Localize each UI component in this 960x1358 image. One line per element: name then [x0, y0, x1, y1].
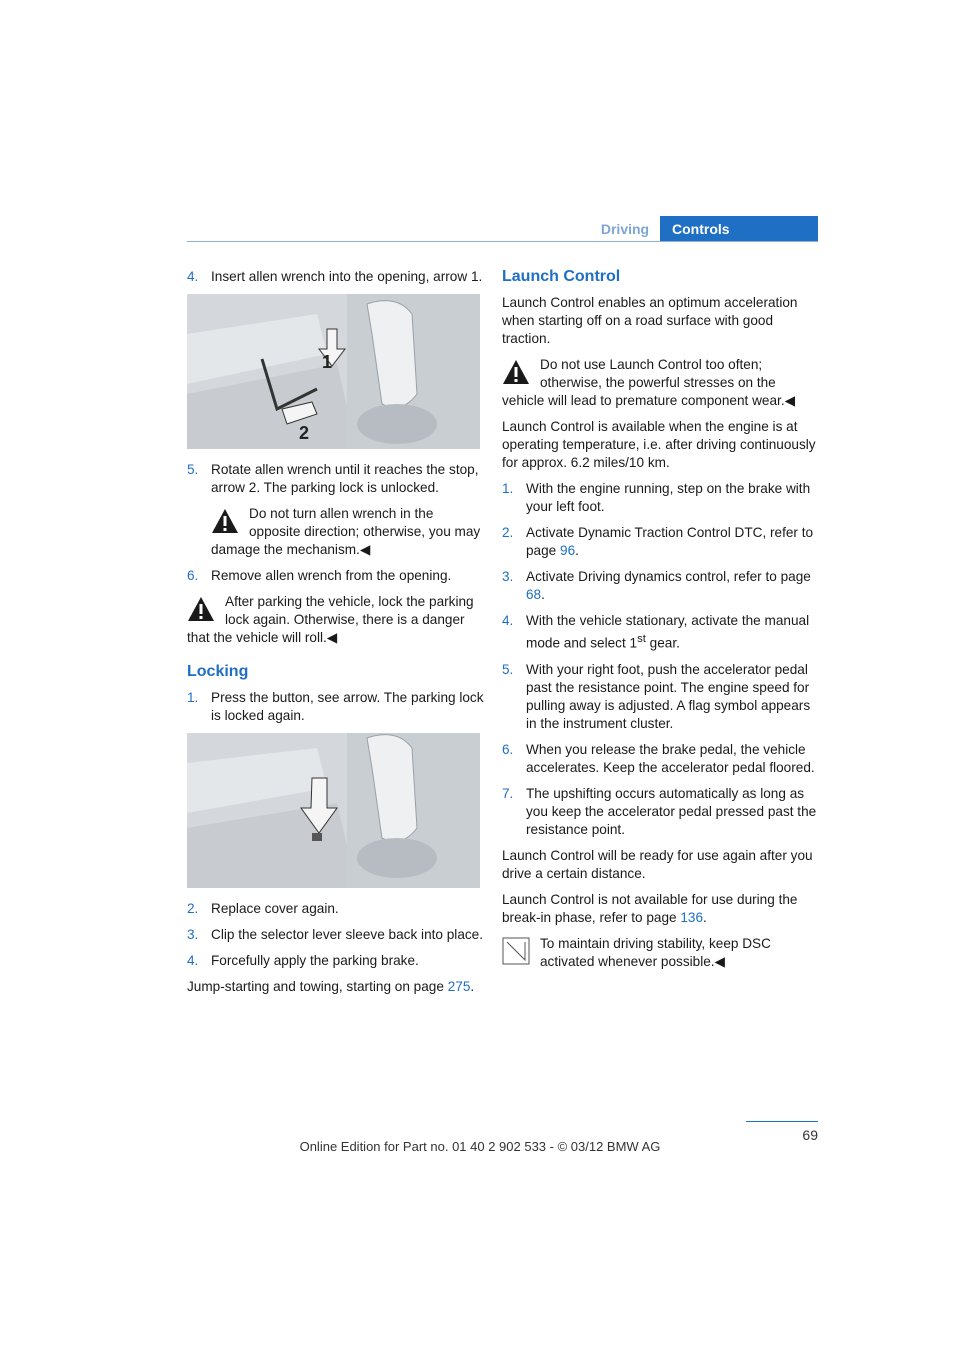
step-number: 5.	[502, 661, 514, 677]
jump-start-reference	[187, 978, 485, 996]
page-link-68[interactable]: 68	[526, 587, 542, 602]
edition-footer: Online Edition for Part no. 01 40 2 902 533 - © 03/12 BMW AG	[299, 1139, 661, 1154]
figure-drawing	[187, 294, 480, 449]
left-column	[187, 268, 485, 1004]
step-number: 2.	[187, 901, 199, 916]
warning-triangle-icon	[187, 595, 215, 623]
availability-paragraph: Launch Control is available when the engine is at operating temperature, i.e. after driving continuously for approx. 6.2 miles/10 km.	[502, 419, 816, 470]
step-text: Activate Driving dynamics control, refer to page	[526, 569, 811, 584]
ready-paragraph: Launch Control will be ready for use again after you drive a certain distance.	[502, 847, 813, 881]
step-number: 1.	[187, 690, 199, 705]
step-text-end: gear.	[645, 635, 680, 651]
step-number: 7.	[502, 785, 514, 801]
figure-allen-wrench	[187, 294, 480, 449]
step-number: 1.	[502, 481, 514, 496]
step-number: 6.	[187, 568, 199, 583]
footer-rule	[746, 1121, 818, 1122]
step-number: 3.	[502, 569, 514, 584]
step-text: Clip the selector lever sleeve back into place.	[211, 927, 484, 942]
warning-triangle-icon	[211, 507, 239, 535]
step-number: 5.	[187, 462, 199, 477]
figure-drawing	[187, 733, 480, 888]
launch-step-6	[502, 741, 818, 777]
step-text: Remove allen wrench from the opening.	[211, 568, 452, 583]
launch-step-7	[502, 785, 818, 839]
launch-step-3	[502, 568, 818, 604]
break-in-end: .	[703, 909, 707, 925]
step-text: The upshifting occurs automatically as long as you keep the accelerator pedal pressed past the resistance point.	[526, 785, 817, 837]
warning-triangle-icon	[502, 358, 530, 386]
warning-note-2	[187, 593, 485, 647]
reference-end: .	[470, 979, 475, 994]
launch-step-1	[502, 480, 818, 516]
launch-control-heading: Launch Control	[502, 268, 621, 285]
warning-text: After parking the vehicle, lock the parking lock again. Otherwise, there is a danger that the vehicle will roll.◀	[187, 594, 474, 645]
info-note-dsc	[502, 935, 818, 971]
ordinal-suffix: st	[637, 633, 646, 645]
reference-text: Jump-starting and towing, starting on page	[187, 979, 448, 994]
header-rule	[187, 241, 818, 242]
step-text: Press the button, see arrow. The parking lock is locked again.	[211, 690, 484, 723]
step-text: With the vehicle stationary, activate the manual mode and select 1	[526, 613, 810, 651]
step-number: 2.	[502, 525, 514, 540]
page-link-275[interactable]: 275	[447, 979, 471, 994]
step-number: 4.	[187, 269, 199, 284]
step-6	[187, 567, 485, 585]
step-number: 3.	[187, 927, 199, 942]
locking-step-1	[187, 689, 485, 725]
launch-step-5	[502, 661, 818, 733]
figure-lock-button	[187, 733, 480, 888]
chapter-tab-controls: Controls	[660, 216, 818, 242]
page-number: 69	[802, 1127, 818, 1143]
warning-text: Do not turn allen wrench in the opposite direction; otherwise, you may damage the mechanism.◀	[211, 506, 481, 557]
page-link-96[interactable]: 96	[560, 543, 576, 558]
locking-step-2	[187, 900, 485, 918]
arrow-label-1: 1	[322, 352, 333, 372]
arrow-label-2: 2	[299, 423, 310, 443]
section-tab-driving: Driving	[600, 221, 650, 237]
note-text: To maintain driving stability, keep DSC activated whenever possible.◀	[540, 935, 771, 969]
step-text: Rotate allen wrench until it reaches the stop, arrow 2. The parking lock is unlocked.	[211, 462, 479, 495]
step-text: Insert allen wrench into the opening, arrow 1.	[211, 269, 483, 284]
intro-paragraph: Launch Control enables an optimum acceleration when starting off on a road surface with good traction.	[502, 295, 798, 346]
warning-text: Do not use Launch Control too often; otherwise, the powerful stresses on the vehicle will lead to premature component wear.◀	[502, 357, 796, 408]
warning-note-launch	[502, 356, 818, 410]
step-4	[187, 268, 485, 286]
launch-step-4	[502, 612, 818, 653]
break-in-paragraph	[502, 891, 818, 927]
right-column	[502, 268, 818, 979]
step-text: Activate Dynamic Traction Control DTC, refer to page	[526, 525, 814, 558]
step-number: 4.	[502, 613, 514, 628]
step-text: Forcefully apply the parking brake.	[211, 953, 419, 968]
step-number: 4.	[187, 953, 199, 968]
break-in-text: Launch Control is not available for use during the break-in phase, refer to page	[502, 891, 798, 925]
step-text: With your right foot, push the accelerator pedal past the resistance point. The engine speed for pulling away is adjusted. A flag symbol appears in the instrument cluster.	[526, 661, 811, 731]
step-text: When you release the brake pedal, the vehicle accelerates. Keep the accelerator pedal floored.	[526, 741, 815, 775]
step-5	[187, 461, 485, 497]
step-text: Replace cover again.	[211, 901, 339, 916]
page-link-136[interactable]: 136	[680, 909, 704, 925]
locking-step-3	[187, 926, 485, 944]
locking-step-4	[187, 952, 485, 970]
step-text: With the engine running, step on the brake with your left foot.	[526, 481, 811, 514]
step-text-end: .	[575, 543, 579, 558]
note-triangle-icon	[502, 937, 530, 965]
step-number: 6.	[502, 741, 514, 757]
locking-heading: Locking	[187, 663, 249, 680]
launch-step-2	[502, 524, 818, 560]
warning-note-1	[187, 505, 485, 559]
step-text-end: .	[541, 587, 545, 602]
